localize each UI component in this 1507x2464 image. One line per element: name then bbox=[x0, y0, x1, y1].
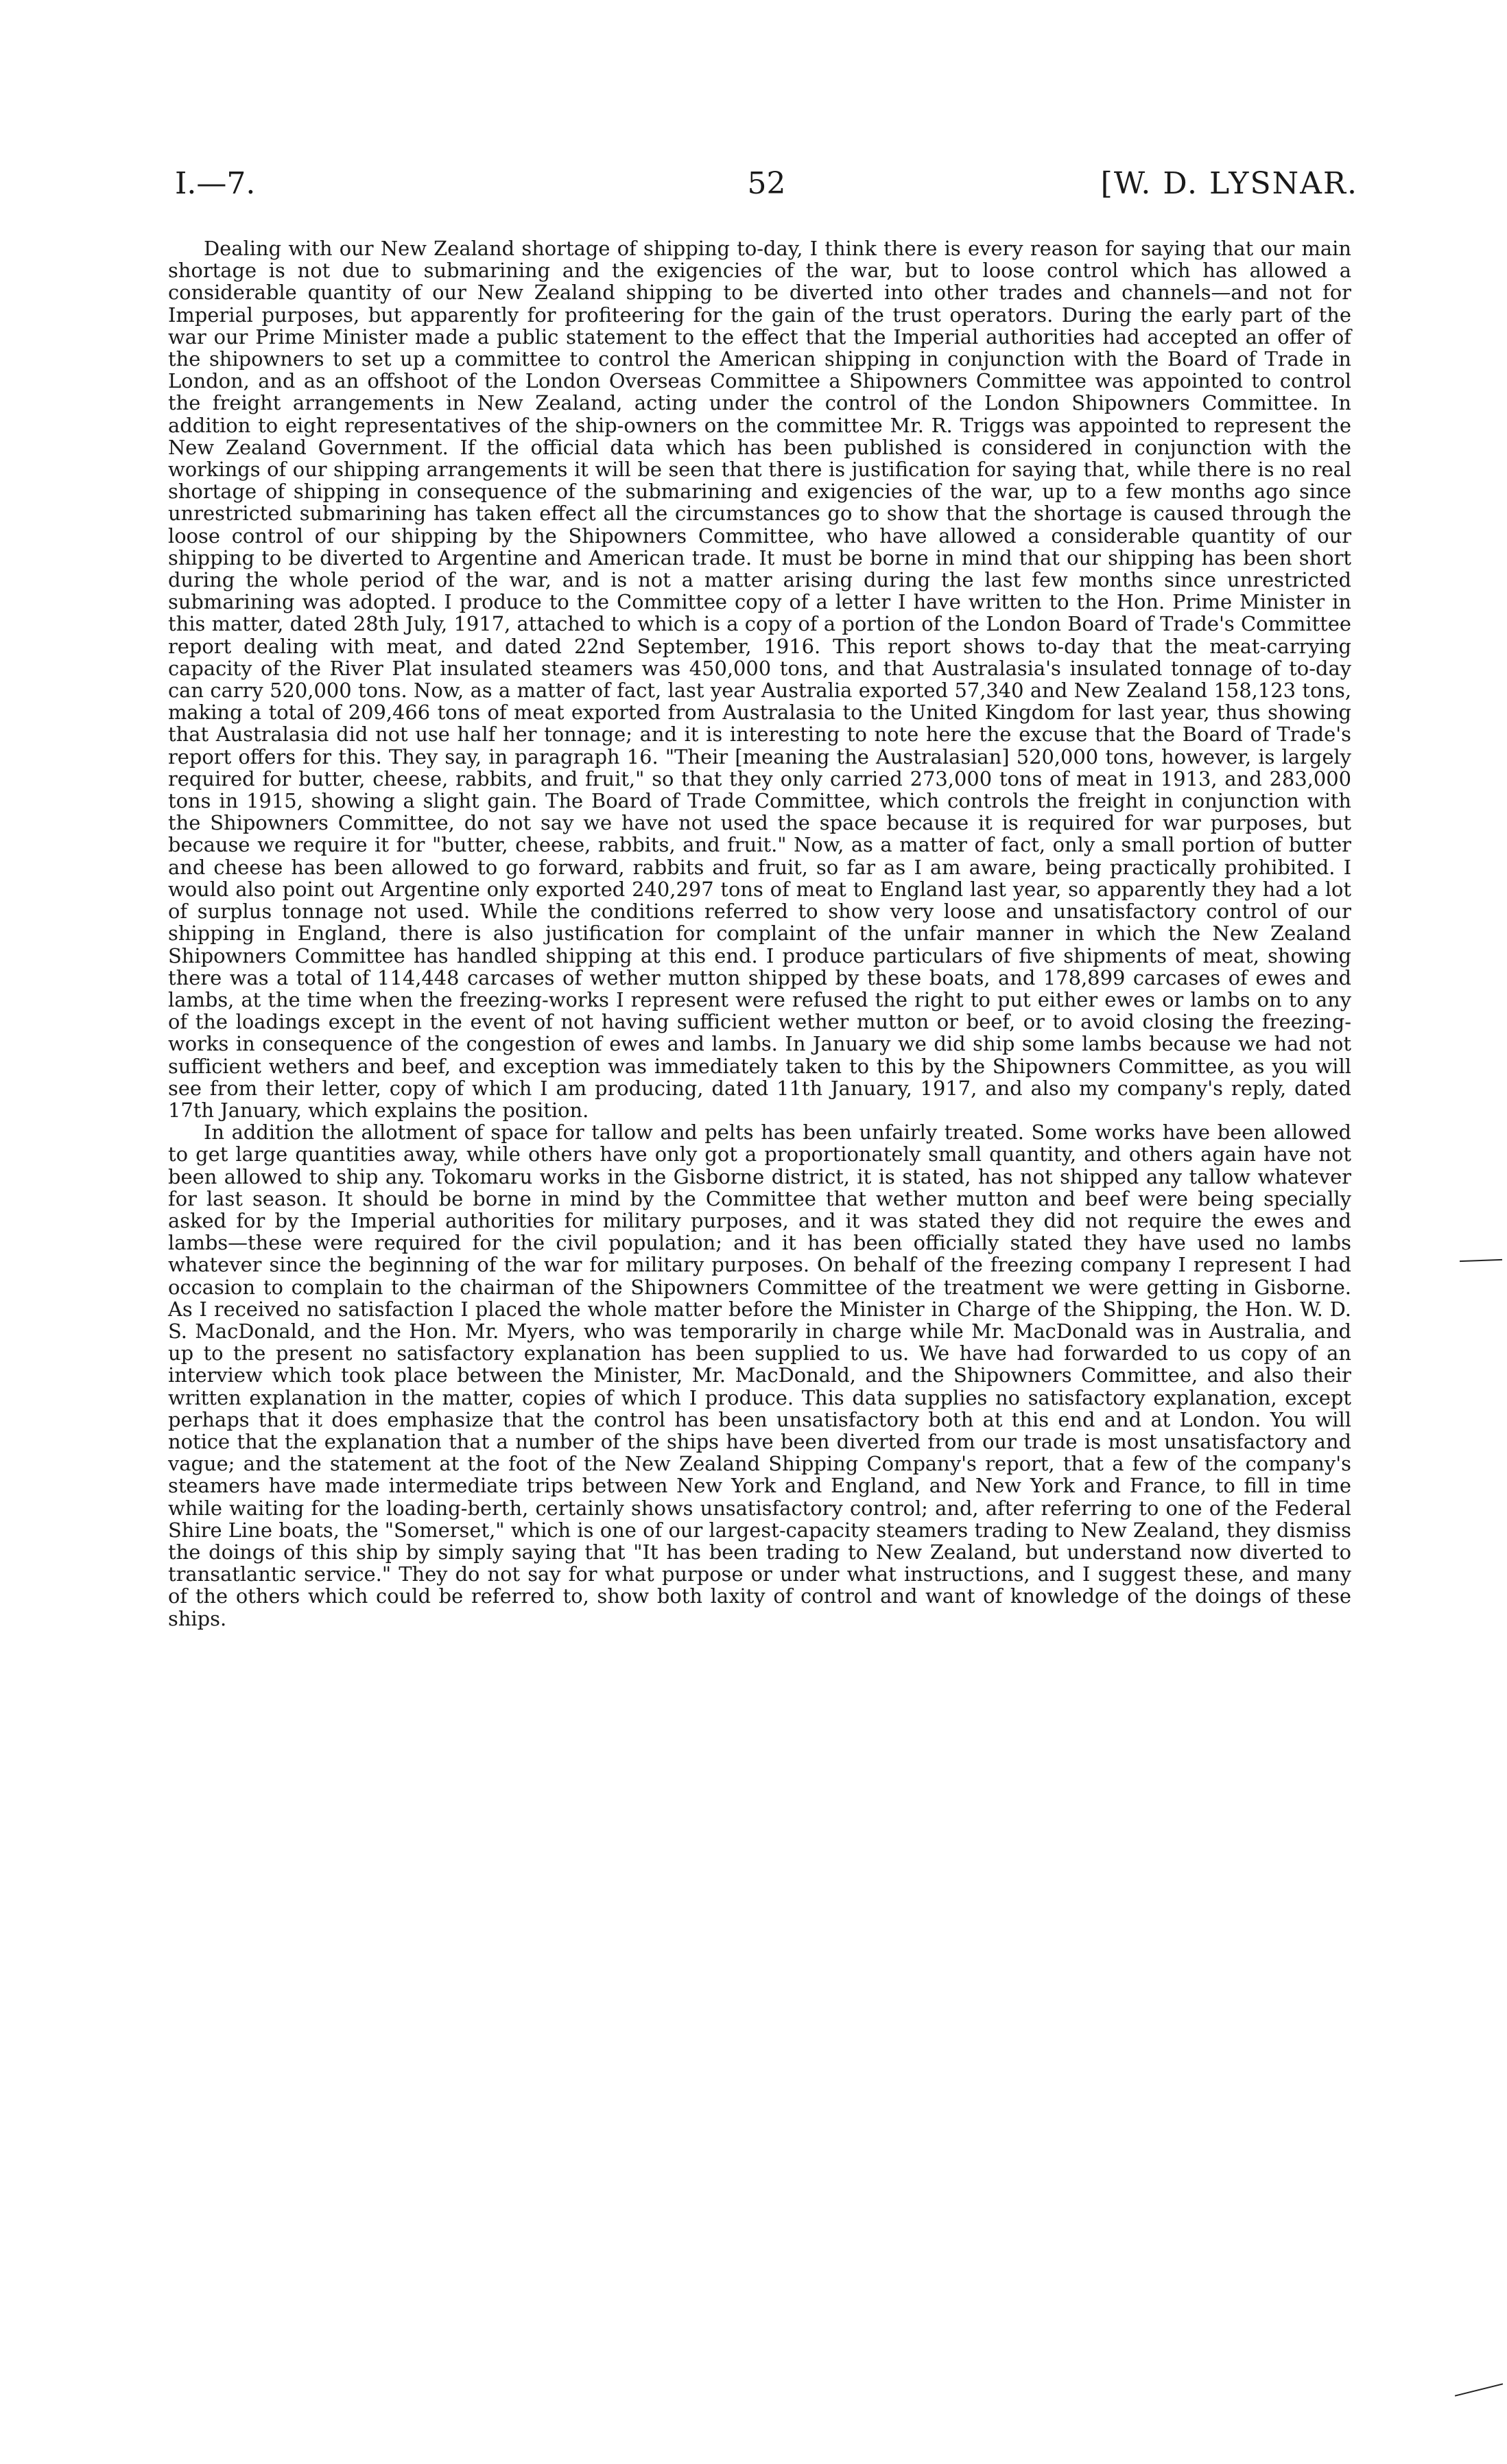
page-header bbox=[175, 163, 1358, 204]
parliamentary-paper-reference: I.—7. bbox=[175, 166, 256, 201]
paragraph-tallow-and-pelts: In addition the allotment of space for tallow and pelts has been unfairly treated. Some works have been allowed to get large quantities away, while others have only got a proportionately small quantity, and others again have not been allowed to ship any. Tokomaru works in the Gisborne district, it is stated, has not shipped any tallow whatever for last season. It should be borne in mind by the Committee that wether mutton and beef were being specially asked for by the Imperial authorities for military purposes, and it was stated they did not require the ewes and lambs—these were required for the civil population; and it has been officially stated they have used no lambs whatever since the beginning of the war for military purposes. On behalf of the freezing company I represent I had occasion to complain to the chairman of the Shipowners Committee of the treatment we were getting in Gisborne. As I received no satisfaction I placed the whole matter before the Minister in Charge of the Shipping, the Hon. W. D. S. MacDonald, and the Hon. Mr. Myers, who was temporarily in charge while Mr. MacDonald was in Australia, and up to the present no satisfactory explanation has been supplied to us. We have had forwarded to us copy of an interview which took place between the Minister, Mr. MacDonald, and the Shipowners Committee, and also their written explanation in the matter, copies of which I produce. This data supplies no satisfactory explanation, except perhaps that it does emphasize that the control has been unsatisfactory both at this end and at London. You will notice that the explanation that a number of the ships have been diverted from our trade is most unsatisfactory and vague; and the statement at the foot of the New Zealand Shipping Company's report, that a few of the company's steamers have made intermediate trips between New York and England, and New York and France, to fill in time while waiting for the loading-berth, certainly shows unsatisfactory control; and, after referring to one of the Federal Shire Line boats, the "Somerset," which is one of our largest-capacity steamers trading to New Zealand, they dismiss the doings of this ship by simply saying that "It has been trading to New Zealand, but understand now diverted to transatlantic service." They do not say for what purpose or under what instructions, and I suggest these, and many of the others which could be referred to, show both laxity of control and want of knowledge of the doings of these ships. bbox=[168, 1120, 1351, 1630]
margin-pencil-mark bbox=[1460, 1259, 1502, 1262]
evidence-body bbox=[168, 237, 1351, 1630]
witness-name: [W. D. LYSNAR. bbox=[1100, 166, 1358, 201]
paragraph-shipping-shortage: Dealing with our New Zealand shortage of shipping to-day, I think there is every reason for saying that our main shortage is not due to submarining and the exigencies of the war, but to loose control which has allowed a considerable quantity of our New Zealand shipping to be diverted into other trades and channels—and not for Imperial purposes, but apparently for profiteering for the gain of the trust operators. During the early part of the war our Prime Minister made a public statement to the effect that the Imperial authorities had accepted an offer of the shipowners to set up a committee to control the American shipping in conjunction with the Board of Trade in London, and as an offshoot of the London Overseas Committee a Shipowners Committee was appointed to control the freight arrangements in New Zealand, acting under the control of the London Shipowners Committee. In addition to eight representatives of the ship-owners on the committee Mr. R. Triggs was appointed to represent the New Zealand Government. If the official data which has been published is considered in conjunction with the workings of our shipping arrangements it will be seen that there is justification for saying that, while there is no real shortage of shipping in consequence of the submarining and exigencies of the war, up to a few months ago since unrestricted submarining has taken effect all the circumstances go to show that the shortage is caused through the loose control of our shipping by the Shipowners Committee, who have allowed a considerable quantity of our shipping to be diverted to Argentine and American trade. It must be borne in mind that our shipping has been short during the whole period of the war, and is not a matter arising during the last few months since unrestricted submarining was adopted. I produce to the Committee copy of a letter I have written to the Hon. Prime Minister in this matter, dated 28th July, 1917, attached to which is a copy of a portion of the London Board of Trade's Committee report dealing with meat, and dated 22nd September, 1916. This report shows to-day that the meat-carrying capacity of the River Plat insulated steamers was 450,000 tons, and that Australasia's insulated tonnage of to-day can carry 520,000 tons. Now, as a matter of fact, last year Australia exported 57,340 and New Zealand 158,123 tons, making a total of 209,466 tons of meat exported from Australasia to the United Kingdom for last year, thus showing that Australasia did not use half her tonnage; and it is interesting to note here the excuse that the Board of Trade's report offers for this. They say, in paragraph 16. "Their [meaning the Australasian] 520,000 tons, however, is largely required for butter, cheese, rabbits, and fruit," so that they only carried 273,000 tons of meat in 1913, and 283,000 tons in 1915, showing a slight gain. The Board of Trade Committee, which controls the freight in conjunction with the Shipowners Committee, do not say we have not used the space because it is required for war purposes, but because we require it for "butter, cheese, rabbits, and fruit." Now, as a matter of fact, only a small portion of butter and cheese has been allowed to go forward, rabbits and fruit, so far as I am aware, being practically prohibited. I would also point out Argentine only exported 240,297 tons of meat to England last year, so apparently they had a lot of surplus tonnage not used. While the conditions referred to show very loose and unsatisfactory control of our shipping in England, there is also justification for complaint of the unfair manner in which the New Zealand Shipowners Committee has handled shipping at this end. I produce particulars of five shipments of meat, showing there was a total of 114,448 carcases of wether mutton shipped by these boats, and 178,899 carcases of ewes and lambs, at the time when the freezing-works I represent were refused the right to put either ewes or lambs on to any of the loadings except in the event of not having sufficient wether mutton or beef, or to avoid closing the freezing-works in consequence of the congestion of ewes and lambs. In January we did ship some lambs because we had not sufficient wethers and beef, and exception was immediately taken to this by the Shipowners Committee, as you will see from their letter, copy of which I am producing, dated 11th January, 1917, and also my company's reply, dated 17th January, which explains the position. bbox=[168, 237, 1351, 1122]
page-number: 52 bbox=[747, 166, 786, 201]
margin-pencil-mark bbox=[1455, 2383, 1503, 2396]
